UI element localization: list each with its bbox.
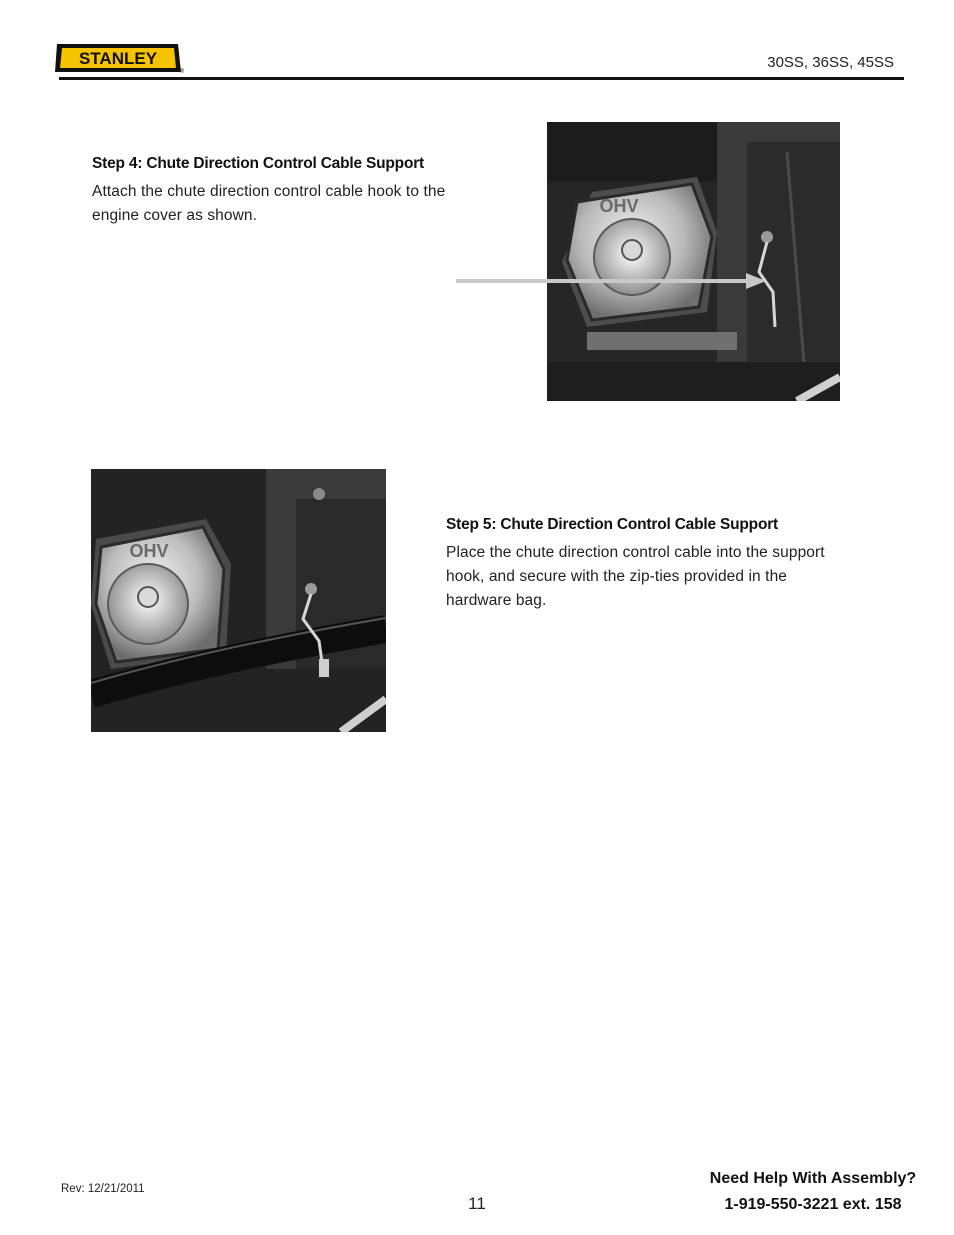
- header-divider: [59, 77, 904, 80]
- registered-mark: ®: [179, 69, 185, 74]
- step-5-body: Place the chute direction control cable into the support hook, and secure with the zip-ties provided in the hardware bag.: [446, 544, 825, 609]
- assembly-help: [690, 1166, 936, 1218]
- pointer-arrow: [456, 271, 766, 291]
- step-4-title: Step 4: Chute Direction Control Cable Support: [92, 155, 425, 172]
- step-5-title: Step 5: Chute Direction Control Cable Support: [446, 516, 779, 533]
- engine-label-text: OHV: [599, 196, 639, 216]
- help-heading: Need Help With Assembly?: [709, 1170, 917, 1187]
- model-numbers: 30SS, 36SS, 45SS: [767, 54, 894, 71]
- step-5-photo: [91, 469, 386, 732]
- page-number: 11: [468, 1194, 486, 1213]
- stanley-logo: [55, 42, 185, 74]
- help-phone: 1-919-550-3221 ext. 158: [724, 1196, 902, 1213]
- brand-name: STANLEY: [78, 49, 158, 68]
- step-4-photo: [547, 122, 840, 401]
- step-4-body: Attach the chute direction control cable hook to the engine cover as shown.: [92, 183, 446, 224]
- engine-label-text-2: OHV: [129, 541, 169, 561]
- revision-date: Rev: 12/21/2011: [61, 1183, 145, 1195]
